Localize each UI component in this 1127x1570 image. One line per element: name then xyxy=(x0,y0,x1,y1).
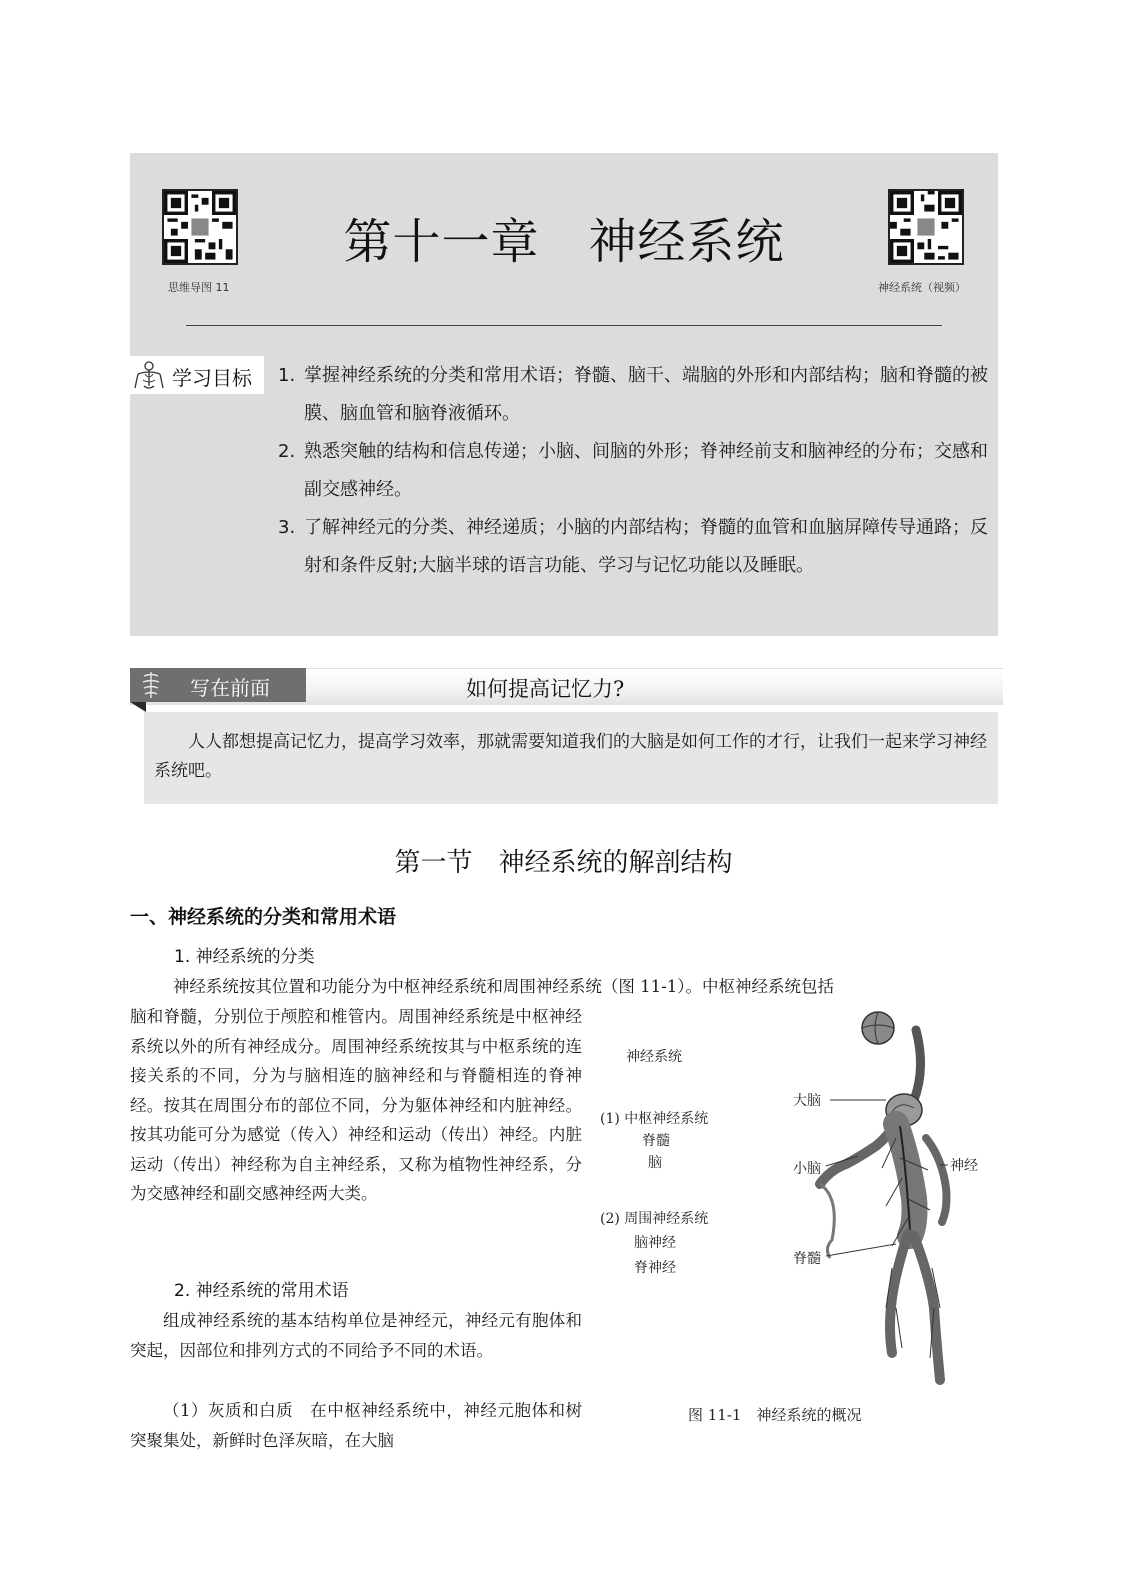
goal-number: 3. xyxy=(278,517,296,538)
learning-goals-label: 学习目标 xyxy=(172,366,252,390)
label-spinal-cord: 脊髓 xyxy=(793,1251,821,1267)
legend-brain: 脑 xyxy=(648,1155,662,1171)
learning-goals-tag xyxy=(130,356,264,394)
qr-caption-mindmap: 思维导图 11 xyxy=(168,281,230,294)
learning-goals-list xyxy=(278,357,988,585)
preface-body xyxy=(144,712,998,804)
spine-icon xyxy=(136,670,166,700)
section-title: 第一节 神经系统的解剖结构 xyxy=(394,848,733,878)
preface-tab xyxy=(130,668,306,702)
basketball-icon xyxy=(862,1012,894,1044)
legend-spinal: 脊髓 xyxy=(642,1133,670,1149)
learning-goal-item xyxy=(278,357,988,433)
chapter-header xyxy=(130,153,998,636)
label-cerebellum: 小脑 xyxy=(793,1161,821,1177)
subheading-classification: 1. 神经系统的分类 xyxy=(174,947,315,967)
heading-classification: 一、神经系统的分类和常用术语 xyxy=(130,906,397,928)
legend-cranial: 脑神经 xyxy=(634,1235,676,1251)
legend-cns: (1) 中枢神经系统 xyxy=(600,1111,709,1127)
chapter-title: 第十一章 神经系统 xyxy=(343,214,785,270)
human-nervous-system-icon xyxy=(132,360,166,392)
qr-code-icon xyxy=(890,191,962,263)
pointer-spinal-cord xyxy=(826,1244,896,1256)
learning-goal-item xyxy=(278,433,988,509)
preface-title: 如何提高记忆力? xyxy=(466,677,625,701)
goal-number: 2. xyxy=(278,441,296,462)
figure-caption: 图 11-1 神经系统的概况 xyxy=(688,1406,862,1424)
label-nerve: 神经 xyxy=(950,1158,978,1174)
learning-goal-item xyxy=(278,509,988,585)
legend-spinal-nerve: 脊神经 xyxy=(634,1260,676,1276)
subheading-terms: 2. 神经系统的常用术语 xyxy=(174,1281,349,1301)
paragraph-classification: 脑和脊髓，分别位于颅腔和椎管内。周围神经系统是中枢神经系统以外的所有神经成分。周围神经系统按其与中枢系统的连接关系的不同，分为与脑相连的脑神经和与脊髓相连的脊神经。按其在周围分布的部位不同，分为躯体神经和内脏神经。按其功能可分为感觉（传入）神经和运动（传出）神经。内脏运动（传出）神经称为自主神经系，又称为植物性神经系，分为交感神经和副交感神经两大类。 xyxy=(130,1007,582,1203)
preface-label: 写在前面 xyxy=(190,676,270,700)
goal-text: 熟悉突触的结构和信息传递；小脑、间脑的外形；脊神经前支和脑神经的分布；交感和副交感神经。 xyxy=(304,441,988,500)
legend-pns: (2) 周围神经系统 xyxy=(600,1211,709,1227)
divider xyxy=(186,325,942,326)
paragraph-terms: 组成神经系统的基本结构单位是神经元，神经元有胞体和突起，因部位和排列方式的不同给予不同的术语。 xyxy=(130,1311,582,1360)
nervous-system-figure xyxy=(596,1008,996,1398)
legend-title: 神经系统 xyxy=(626,1049,682,1065)
goal-text: 掌握神经系统的分类和常用术语；脊髓、脑干、端脑的外形和内部结构；脑和脊髓的被膜、脑血管和脑脊液循环。 xyxy=(304,365,988,424)
goal-number: 1. xyxy=(278,365,296,386)
paragraph-gray-white-matter: （1）灰质和白质 在中枢神经系统中，神经元胞体和树突聚集处，新鲜时色泽灰暗，在大脑 xyxy=(130,1401,582,1450)
preface-text: 人人都想提高记忆力，提高学习效率，那就需要知道我们的大脑是如何工作的才行，让我们一起来学习神经系统吧。 xyxy=(154,732,987,781)
preface-fold xyxy=(130,702,146,712)
qr-code-video[interactable] xyxy=(888,189,964,265)
qr-caption-video: 神经系统（视频） xyxy=(878,281,966,294)
nervous-system-illustration xyxy=(596,1008,996,1398)
goal-text: 了解神经元的分类、神经递质；小脑的内部结构；脊髓的血管和血脑屏障传导通路；反射和条件反射;大脑半球的语言功能、学习与记忆功能以及睡眠。 xyxy=(304,517,988,576)
label-cerebrum: 大脑 xyxy=(793,1093,821,1109)
paragraph-classification-first-line: 神经系统按其位置和功能分为中枢神经系统和周围神经系统（图 11-1）。中枢神经系统包括 xyxy=(172,977,834,996)
